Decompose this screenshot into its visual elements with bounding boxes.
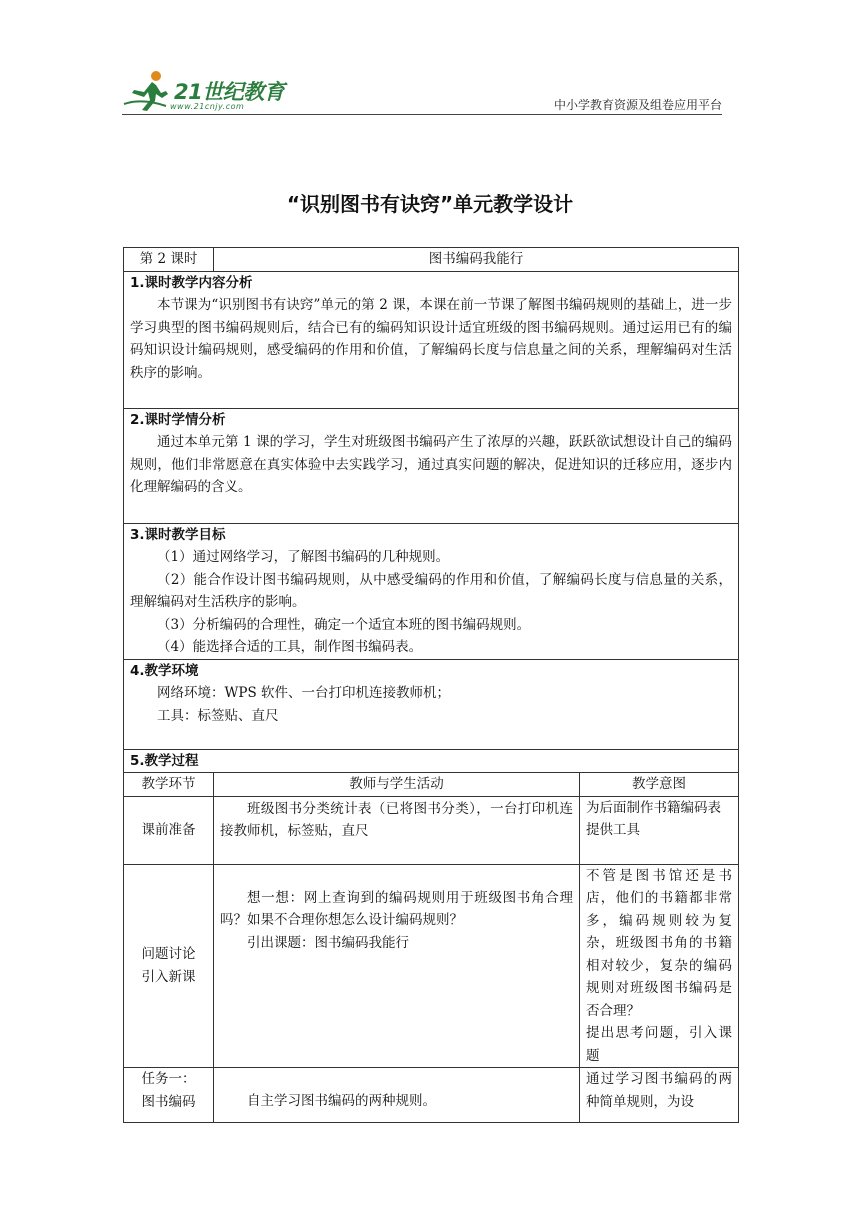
- logo: [122, 66, 292, 114]
- activity-cell: [214, 864, 580, 1068]
- activity-text: 班级图书分类统计表（已将图书分类），一台打印机连接教师机，标签贴，直尺: [220, 800, 573, 839]
- activity-cell: [214, 796, 580, 864]
- intent-cell: 为后面制作书籍编码表提供工具: [580, 796, 739, 864]
- process-row: [124, 864, 739, 1068]
- logo-url: www.21cnjy.com: [170, 102, 245, 111]
- stage-cell: [124, 864, 214, 1068]
- intent-cell: [580, 864, 739, 1068]
- lesson-name: 图书编码我能行: [214, 248, 739, 272]
- intent-cell: 通过学习图书编码的两种简单规则，为设: [580, 1068, 739, 1123]
- section-title: 5.教学过程: [124, 749, 739, 773]
- lesson-row: [124, 248, 739, 272]
- objective-item: （2）能合作设计图书编码规则，从中感受编码的作用和价值，了解编码长度与信息量的关系，理解编码对生活秩序的影响。: [130, 571, 732, 610]
- environment-line: 工具：标签贴、直尺: [157, 707, 279, 724]
- column-header: 教学环节: [124, 773, 214, 797]
- objective-item: （4）能选择合适的工具，制作图书编码表。: [157, 639, 423, 655]
- stage-cell: [124, 1068, 214, 1123]
- section-title: 2.课时学情分析: [130, 411, 226, 428]
- section-content-analysis: [124, 271, 739, 408]
- section-objectives: [124, 523, 739, 659]
- activity-text: 自主学习图书编码的两种规则。: [247, 1093, 436, 1109]
- section-title: 3.课时教学目标: [130, 526, 226, 543]
- lesson-design-table: [123, 247, 739, 1123]
- objective-item: （1）通过网络学习，了解图书编码的几种规则。: [157, 549, 450, 565]
- column-header: 教学意图: [580, 773, 739, 797]
- process-header-row: [124, 773, 739, 797]
- stage-text: 任务一：图书编码: [141, 1071, 196, 1110]
- process-row: [124, 796, 739, 864]
- activity-text: 想一想：网上查询到的编码规则用于班级图书角合理吗？如果不合理你想怎么设计编码规则？: [220, 889, 573, 928]
- activity-cell: [214, 1068, 580, 1123]
- section-environment: [124, 659, 739, 749]
- lesson-label: 第 2 课时: [124, 248, 214, 272]
- header-tagline: 中小学教育资源及组卷应用平台: [553, 98, 722, 112]
- section-process-title-row: [124, 749, 739, 773]
- section-text: 通过本单元第 1 课的学习，学生对班级图书编码产生了浓厚的兴趣，跃跃欲试想设计自己的编码规则，他们非常愿意在真实体验中去实践学习，通过真实问题的解决，促进知识的迁移应用，逐步内化理解编码的含义。: [130, 434, 732, 495]
- column-header: 教师与学生活动: [214, 773, 580, 797]
- objective-item: （3）分析编码的合理性，确定一个适宜本班的图书编码规则。: [157, 616, 531, 633]
- runner-logo-icon: [122, 68, 174, 112]
- logo-text: 21世纪教育: [174, 80, 285, 104]
- stage-text: 问题讨论引入新课: [141, 946, 196, 985]
- page-header: [122, 66, 722, 116]
- environment-line: 网络环境：WPS 软件、一台打印机连接教师机；: [157, 685, 450, 701]
- process-row: [124, 1068, 739, 1123]
- activity-text: 引出课题：图书编码我能行: [247, 934, 409, 951]
- document-title: “识别图书有诀窍”单元教学设计: [286, 192, 574, 216]
- stage-cell: 课前准备: [124, 796, 214, 864]
- intent-text: 提出思考问题，引入课题: [586, 1025, 732, 1064]
- section-title: 1.课时教学内容分析: [130, 274, 253, 291]
- section-text: 本节课为“识别图书有诀窍”单元的第 2 课，本课在前一节课了解图书编码规则的基础上，进一步学习典型的图书编码规则后，结合已有的编码知识设计适宜班级的图书编码规则。通过运用已有的编码知识设计编码规则，感受编码的作用和价值，了解编码长度与信息量之间的关系，理解编码对生活秩序的影响。: [130, 297, 732, 381]
- section-learner-analysis: [124, 408, 739, 523]
- header-divider: [122, 114, 722, 115]
- section-title: 4.教学环境: [130, 662, 199, 679]
- intent-text: 不管是图书馆还是书店，他们的书籍都非常多，编码规则较为复杂，班级图书角的书籍相对较少，复杂的编码规则对班级图书编码是否合理？: [586, 867, 732, 1019]
